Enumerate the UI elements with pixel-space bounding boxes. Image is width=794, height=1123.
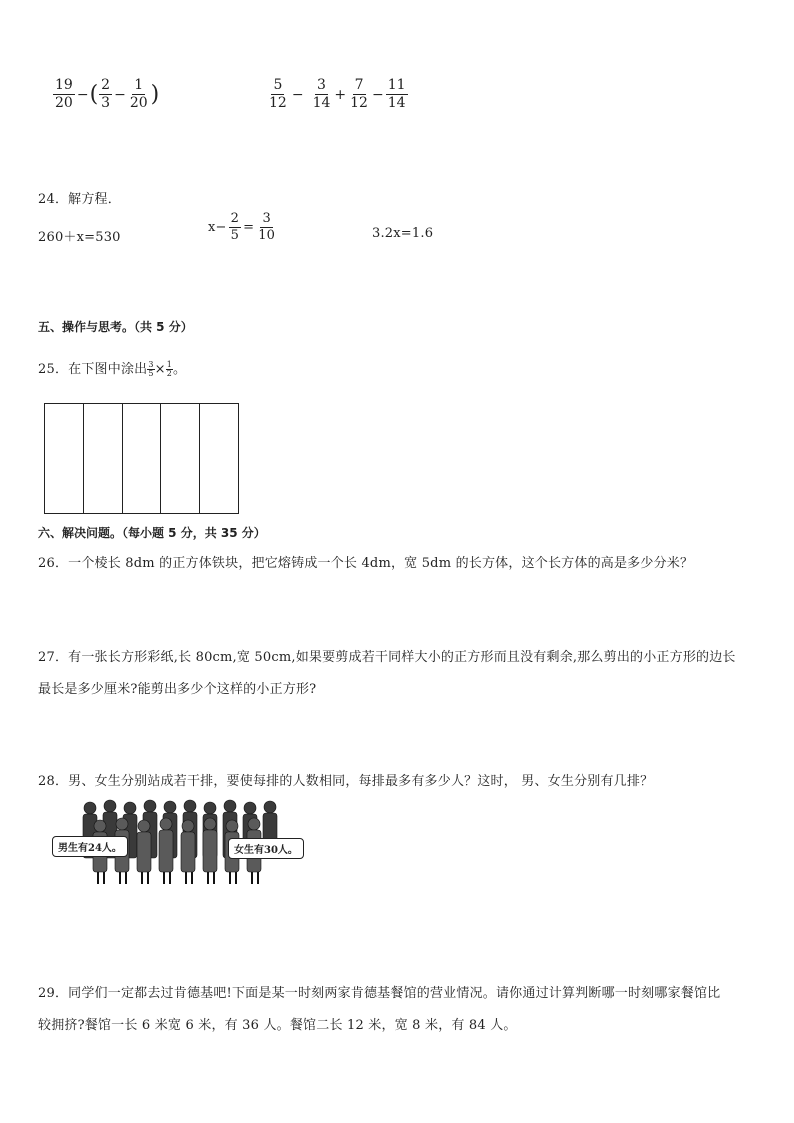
rectangle-part[interactable] bbox=[45, 404, 84, 513]
boys-count-bubble: 男生有24人。 bbox=[52, 836, 128, 857]
question-24-title: 24．解方程． bbox=[38, 192, 121, 207]
expression-1: $\frac{19}{20}$ −( $\frac{2}{3}$ − $\frac{1}{20}$ ) bbox=[55, 77, 160, 112]
girls-count-bubble: 女生有30人。 bbox=[228, 838, 304, 859]
question-27-line-2: 最长是多少厘米?能剪出多少个这样的小正方形? bbox=[38, 682, 317, 697]
fraction: $\frac{3}{5}$ bbox=[148, 360, 154, 378]
rectangle-part[interactable] bbox=[84, 404, 123, 513]
question-28: 28．男、女生分别站成若干排，要使每排的人数相同，每排最多有多少人？这时， 男、女生分别有几排？ bbox=[38, 774, 654, 789]
fraction: $\frac{1}{2}$ bbox=[166, 360, 173, 378]
equation-2: x− $\frac{2}{5}$ = $\frac{3}{10}$ bbox=[208, 211, 276, 244]
fraction: $\frac{3}{14}$ bbox=[312, 77, 331, 112]
expression-2: $\frac{5}{12}$ − $\frac{3}{14}$ + $\frac{7}{12}$ − $\frac{11}{14}$ bbox=[269, 77, 406, 112]
fraction: $\frac{11}{14}$ bbox=[387, 77, 406, 112]
students-illustration bbox=[50, 796, 308, 888]
fraction: $\frac{2}{3}$ bbox=[101, 77, 111, 112]
section-6-heading: 六、解决问题。（每小题 5 分，共 35 分） bbox=[38, 526, 266, 540]
fraction: $\frac{7}{12}$ bbox=[350, 77, 368, 112]
question-26: 26．一个棱长 8dm 的正方体铁块，把它熔铸成一个长 4dm，宽 5dm 的长方体，这个长方体的高是多少分米？ bbox=[38, 556, 694, 571]
rectangle-part[interactable] bbox=[161, 404, 200, 513]
fraction: $\frac{2}{5}$ bbox=[230, 211, 240, 244]
section-5-heading: 五、操作与思考。（共 5 分） bbox=[38, 320, 193, 334]
equation-1: 260＋x=530 bbox=[38, 230, 121, 245]
shading-rectangle[interactable] bbox=[44, 403, 239, 514]
equation-3: 3.2x=1.6 bbox=[372, 226, 434, 241]
fraction: $\frac{19}{20}$ bbox=[55, 77, 73, 112]
question-29-line-2: 较拥挤?餐馆一长 6 米宽 6 米，有 36 人。餐馆二长 12 米，宽 8 米，有 84 人。 bbox=[38, 1018, 517, 1033]
question-25: 25．在下图中涂出 $\frac{3}{5}$ × $\frac{1}{2}$ 。 bbox=[38, 360, 187, 378]
fraction: $\frac{1}{20}$ bbox=[129, 77, 148, 112]
fraction: $\frac{3}{10}$ bbox=[258, 211, 276, 244]
rectangle-part[interactable] bbox=[200, 404, 238, 513]
question-27-line-1: 27．有一张长方形彩纸,长 80cm,宽 50cm,如果要剪成若干同样大小的正方形而且没有剩余,那么剪出的小正方形的边长 bbox=[38, 650, 736, 665]
question-29-line-1: 29．同学们一定都去过肯德基吧!下面是某一时刻两家肯德基餐馆的营业情况。请你通过计算判断哪一时刻哪家餐馆比 bbox=[38, 986, 721, 1001]
fraction: $\frac{5}{12}$ bbox=[269, 77, 287, 112]
rectangle-part[interactable] bbox=[123, 404, 162, 513]
